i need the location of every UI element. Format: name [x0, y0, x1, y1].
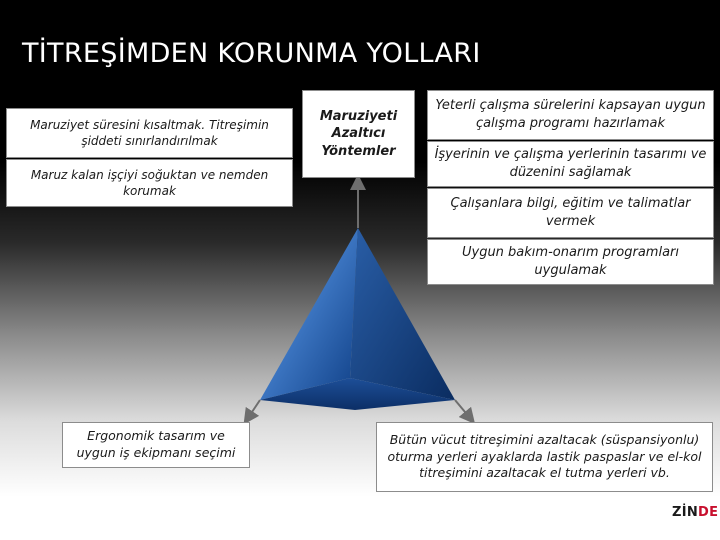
pyramid-left-face	[260, 228, 358, 400]
right-box-2-text: İşyerinin ve çalışma yerlerinin tasarımı ve düzenini sağlamak	[434, 147, 707, 180]
left-box-1	[6, 108, 293, 158]
center-label-line-2: Azaltıcı	[331, 126, 386, 142]
bottom-left-box	[62, 422, 250, 468]
right-box-2	[427, 141, 714, 187]
right-box-3	[427, 188, 714, 238]
page-title: TİTREŞİMDEN KORUNMA YOLLARI	[22, 38, 481, 69]
right-box-3-text: Çalışanlara bilgi, eğitim ve talimatlar vermek	[450, 196, 691, 229]
right-box-4-text: Uygun bakım-onarım programları uygulamak	[461, 245, 679, 278]
center-label-line-1: Maruziyeti	[319, 108, 398, 124]
center-label-line-3: Yöntemler	[321, 143, 396, 159]
left-box-2	[6, 159, 293, 207]
right-box-1-text: Yeterli çalışma sürelerini kapsayan uygun çalışma programı hazırlamak	[435, 98, 706, 131]
bottom-left-line-1: Ergonomik tasarım ve	[87, 428, 225, 444]
right-box-1	[427, 90, 714, 140]
left-box-1-text: Maruziyet süresini kısaltmak. Titreşimin şiddeti sınırlandırılmak	[30, 117, 269, 148]
brand-logo	[672, 505, 718, 520]
bottom-right-line-3: titreşimini azaltacak el tutma yerleri vb.	[419, 465, 670, 481]
bottom-left-line-2: uygun iş ekipmanı seçimi	[76, 445, 236, 460]
bottom-right-box	[376, 422, 713, 492]
center-label-box	[302, 90, 415, 178]
right-box-4	[427, 239, 714, 285]
arrow-bottom-right	[455, 400, 470, 418]
bottom-right-line-1: Bütün vücut titreşimini azaltacak (süspansiyonlu)	[389, 431, 700, 447]
arrow-bottom-left	[248, 400, 260, 418]
logo-part-2: DE	[698, 505, 719, 520]
logo-part-1: ZİN	[672, 505, 699, 520]
left-box-2-text: Maruz kalan işçiyi soğuktan ve nemden korumak	[30, 167, 269, 198]
bottom-right-line-2: oturma yerleri ayaklarda lastik paspaslar ve el-kol	[387, 448, 702, 464]
